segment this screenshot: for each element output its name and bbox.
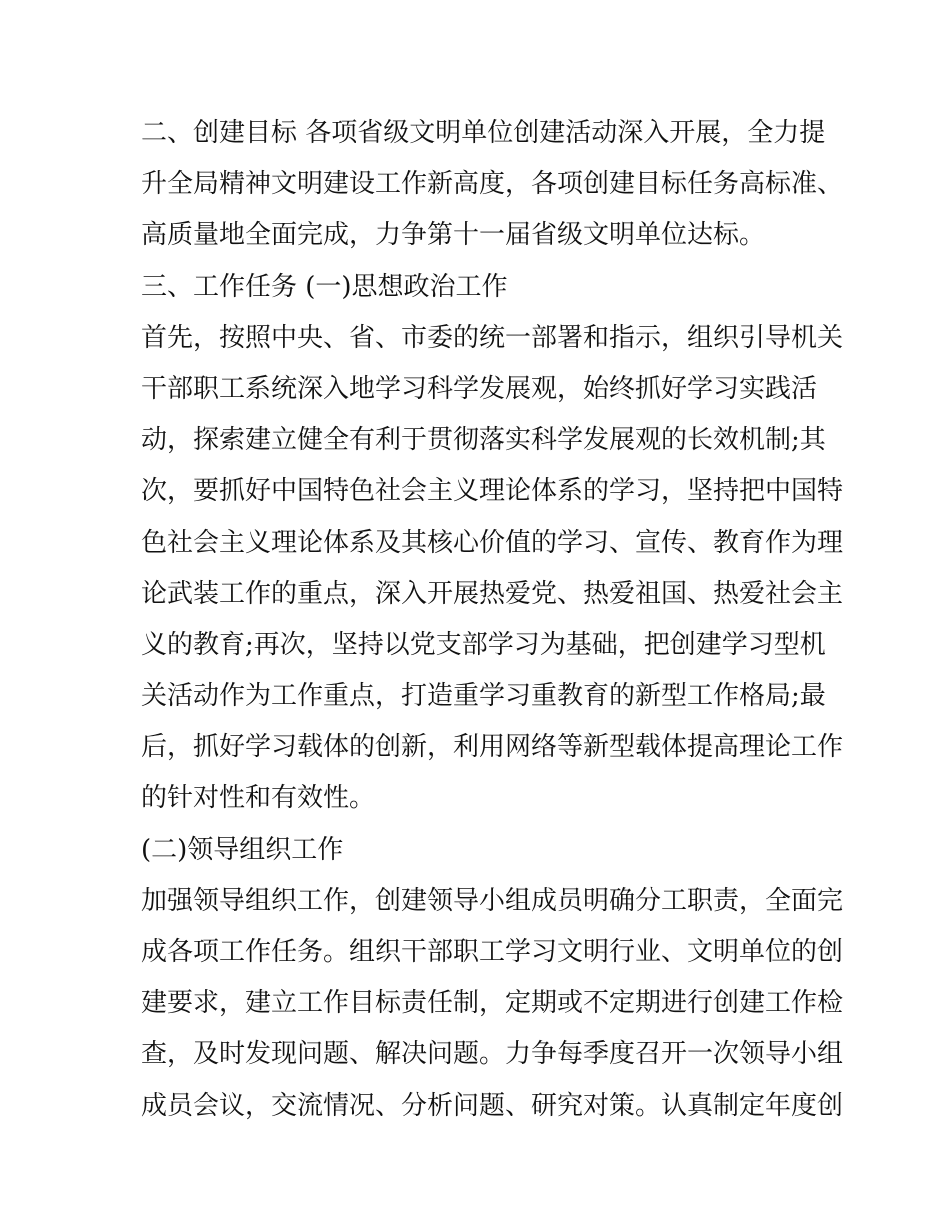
text-line: 关活动作为工作重点，打造重学习重教育的新型工作格局;最 bbox=[141, 681, 826, 712]
text-line: 成各项工作任务。组织干部职工学习文明行业、文明单位的创 bbox=[141, 937, 844, 967]
text-line: 动，探索建立健全有利于贯彻落实科学发展观的长效机制;其 bbox=[141, 425, 826, 456]
section-heading: 三、工作任务 (一)思想政治工作 bbox=[141, 271, 508, 302]
text-line: 首先，按照中央、省、市委的统一部署和指示，组织引导机关 bbox=[141, 322, 844, 353]
text-line: 二、创建目标 各项省级文明单位创建活动深入开展，全力提 bbox=[141, 118, 826, 148]
text-line: 查，及时发现问题、解决问题。力争每季度召开一次领导小组 bbox=[141, 1039, 844, 1070]
text-line: 高质量地全面完成，力争第十一届省级文明单位达标。 bbox=[141, 220, 766, 251]
text-line: 论武装工作的重点，深入开展热爱党、热爱祖国、热爱社会主 bbox=[141, 578, 844, 609]
text-line: 升全局精神文明建设工作新高度，各项创建目标任务高标准、 bbox=[141, 169, 844, 200]
section-heading: (二)领导组织工作 bbox=[141, 834, 344, 865]
text-line: 干部职工系统深入地学习科学发展观，始终抓好学习实践活 bbox=[141, 373, 818, 404]
text-line: 的针对性和有效性。 bbox=[141, 783, 376, 814]
text-line: 次，要抓好中国特色社会主义理论体系的学习，坚持把中国特 bbox=[141, 476, 844, 507]
document-body bbox=[141, 108, 844, 1132]
text-line: 后，抓好学习载体的创新，利用网络等新型载体提高理论工作 bbox=[141, 732, 844, 763]
text-line: 成员会议，交流情况、分析问题、研究对策。认真制定年度创 bbox=[141, 1090, 844, 1121]
text-line: 义的教育;再次，坚持以党支部学习为基础，把创建学习型机 bbox=[141, 629, 826, 660]
text-line: 加强领导组织工作，创建领导小组成员明确分工职责，全面完 bbox=[141, 885, 844, 916]
text-line: 色社会主义理论体系及其核心价值的学习、宣传、教育作为理 bbox=[141, 527, 844, 558]
text-line: 建要求，建立工作目标责任制，定期或不定期进行创建工作检 bbox=[141, 988, 844, 1019]
